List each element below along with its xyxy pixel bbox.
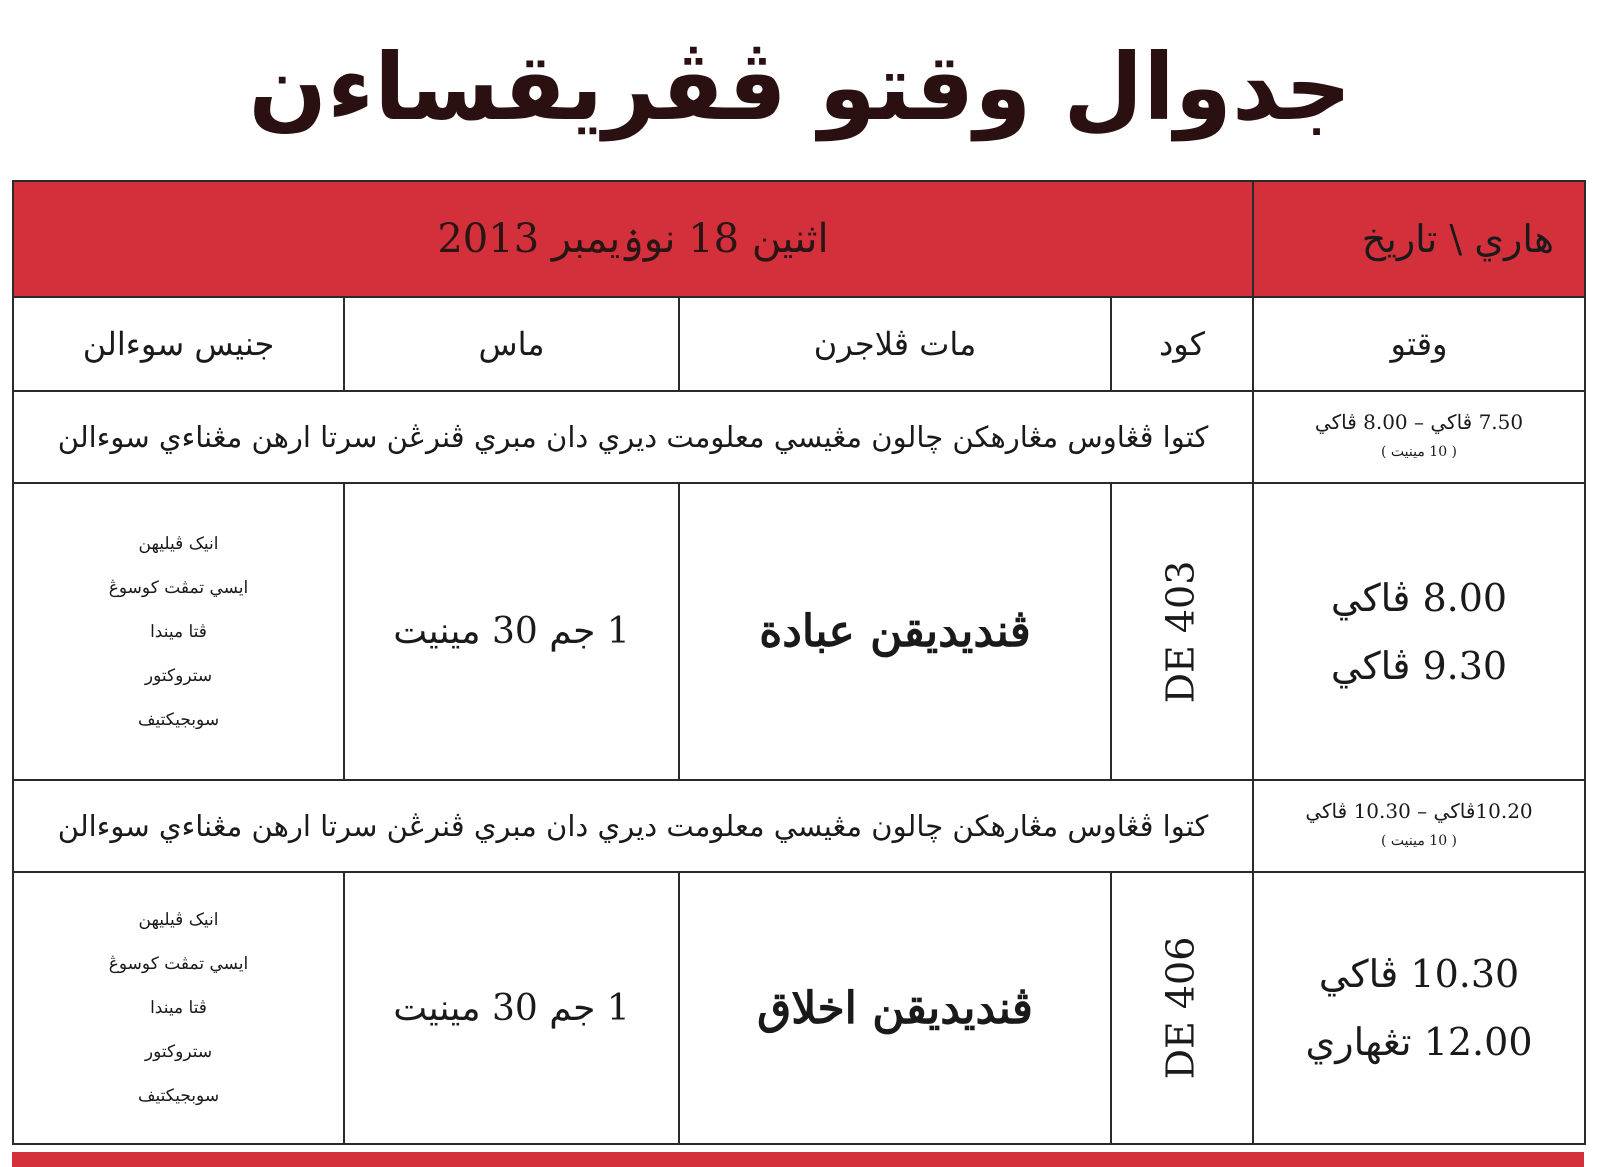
- paper-2-code-cell: [1111, 872, 1253, 1144]
- paper-1-code-cell: [1111, 483, 1253, 780]
- question-type-item: انيک ڤيليهن: [138, 910, 219, 930]
- paper-2-code: DE 406: [1158, 936, 1203, 1080]
- date-value-cell: [13, 181, 1253, 297]
- paper-1-question-types: [13, 483, 344, 780]
- briefing-2-time-cell: [1253, 780, 1585, 872]
- question-type-item: سوبجيكتيف: [137, 1086, 220, 1106]
- paper-1-time-end: 9.30 ڤاكي: [1330, 643, 1508, 688]
- header-time: وقتو: [1253, 297, 1585, 391]
- briefing-1-text: كتوا ڤڠاوس مڠارهكن چالون مڠيسي معلومت ديري دان مبري ڤنرڠن سرتا ارهن مڠناءي سوءالن: [13, 391, 1253, 483]
- briefing-2-minutes: ( 10 مينيت ): [1380, 833, 1458, 849]
- question-type-item: انيک ڤيليهن: [138, 533, 219, 554]
- briefing-row-1: [13, 391, 1585, 483]
- question-type-item: ايسي تمڤت كوسوڠ: [108, 954, 249, 974]
- paper-1-time-cell: [1253, 483, 1585, 780]
- paper-2-question-types: [13, 872, 344, 1144]
- question-type-item: ستروكتور: [144, 1042, 213, 1062]
- paper-row-2: [13, 872, 1585, 1144]
- paper-1-duration: 1 جم 30 مينيت: [344, 483, 679, 780]
- paper-row-1: [13, 483, 1585, 780]
- paper-2-duration: 1 جم 30 مينيت: [344, 872, 679, 1144]
- date-row: [13, 181, 1585, 297]
- paper-2-time-cell: [1253, 872, 1585, 1144]
- question-type-item: ايسي تمڤت كوسوڠ: [108, 577, 249, 598]
- header-subject: مات ڤلاجرن: [679, 297, 1111, 391]
- paper-2-time-start: 10.30 ڤاكي: [1318, 952, 1520, 996]
- date-label-cell: [1253, 181, 1585, 297]
- exam-schedule-table: [12, 180, 1586, 1145]
- header-code: كود: [1111, 297, 1253, 391]
- paper-1-time-start: 8.00 ڤاكي: [1330, 575, 1508, 620]
- briefing-2-time: 10.20ڤاكي – 10.30 ڤاكي: [1305, 799, 1533, 823]
- paper-1-subject: ڤنديديقن عبادة: [679, 483, 1111, 780]
- briefing-1-minutes: ( 10 مينيت ): [1380, 444, 1458, 460]
- paper-2-subject: ڤنديديقن اخلاق: [679, 872, 1111, 1144]
- briefing-2-text: كتوا ڤڠاوس مڠارهكن چالون مڠيسي معلومت ديري دان مبري ڤنرڠن سرتا ارهن مڠناءي سوءالن: [13, 780, 1253, 872]
- paper-2-time-end: 12.00 تڠهاري: [1305, 1020, 1533, 1064]
- question-type-item: سوبجيكتيف: [137, 709, 220, 730]
- bottom-red-band: [12, 1152, 1584, 1167]
- briefing-1-time-cell: [1253, 391, 1585, 483]
- briefing-1-time: 7.50 ڤاكي – 8.00 ڤاكي: [1314, 410, 1524, 434]
- paper-1-code: DE 403: [1158, 560, 1203, 703]
- exam-date: اثنين 18 نوۏيمبر 2013: [437, 216, 829, 262]
- date-label: هاري \ تاريخ: [1361, 217, 1555, 261]
- question-type-item: ڤتا ميندا: [150, 621, 207, 642]
- header-row: [13, 297, 1585, 391]
- schedule-title: جدوال وقتو ڤڤريقساءن: [248, 34, 1352, 141]
- question-type-item: ستروكتور: [144, 665, 213, 686]
- header-question-type: جنيس سوءالن: [13, 297, 344, 391]
- briefing-row-2: [13, 780, 1585, 872]
- header-duration: ماس: [344, 297, 679, 391]
- question-type-item: ڤتا ميندا: [150, 998, 207, 1018]
